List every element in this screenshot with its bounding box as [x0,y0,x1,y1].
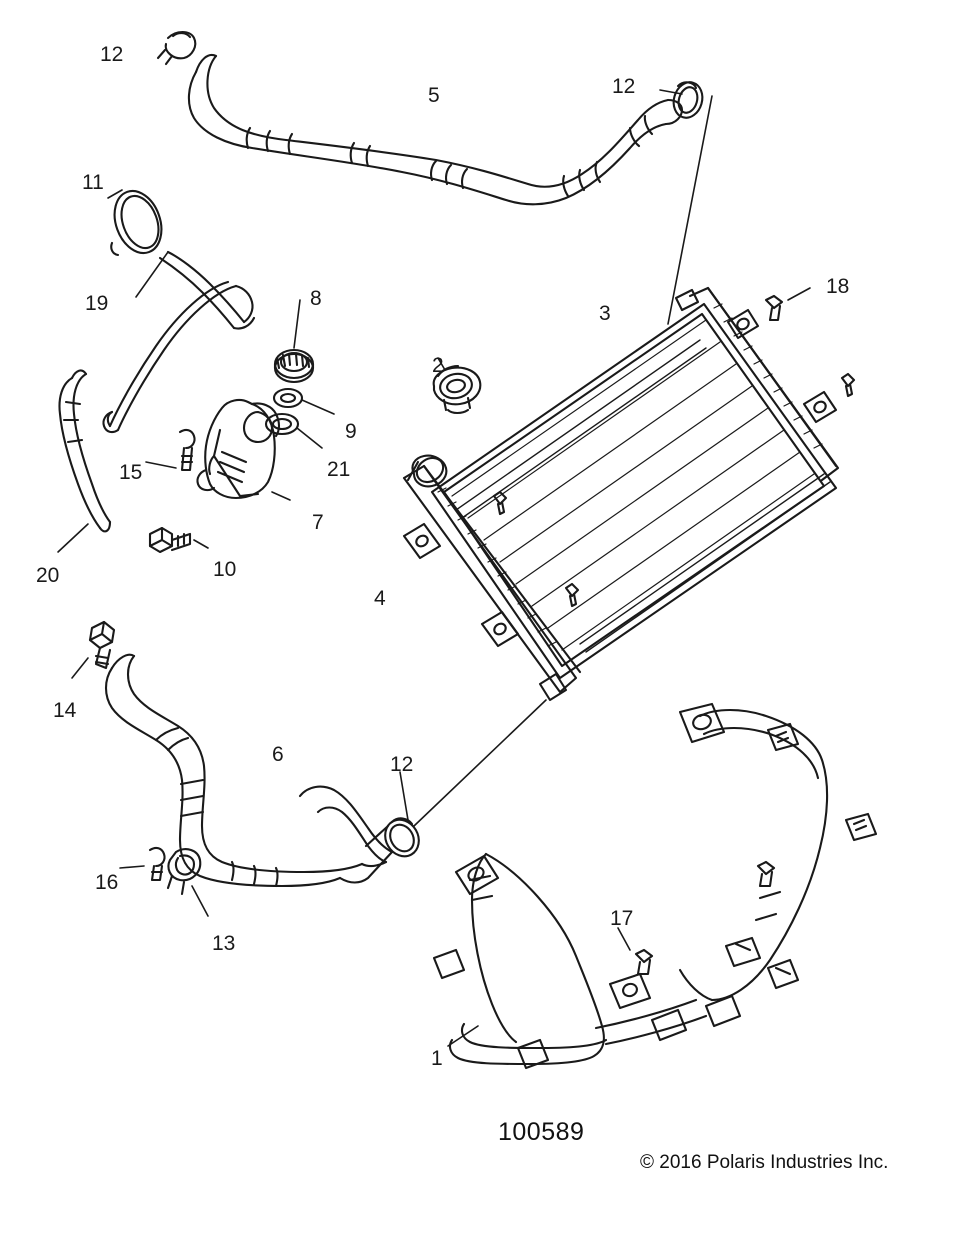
callout-4: 4 [374,587,386,610]
callout-9: 9 [345,420,357,443]
part-number-label: 100589 [498,1118,585,1146]
callout-1: 1 [431,1047,443,1070]
callout-5: 5 [428,84,440,107]
callout-7: 7 [312,511,324,534]
callout-18: 18 [826,275,850,298]
callout-13: 13 [212,932,236,955]
callout-20: 20 [36,564,60,587]
callout-6: 6 [272,743,284,766]
callout-15: 15 [119,461,143,484]
callout-17: 17 [610,907,634,930]
callout-12-top-right: 12 [612,75,636,98]
callout-16: 16 [95,871,119,894]
copyright-notice: © 2016 Polaris Industries Inc. [640,1152,889,1173]
callout-14: 14 [53,699,77,722]
callout-21: 21 [327,458,351,481]
callout-3: 3 [599,302,611,325]
callout-12-top-left: 12 [100,43,124,66]
callout-12-lower: 12 [390,753,414,776]
callout-10: 10 [213,558,237,581]
callout-8: 8 [310,287,322,310]
callout-19: 19 [85,292,109,315]
callout-2: 2 [432,354,444,377]
callout-11: 11 [82,171,104,194]
